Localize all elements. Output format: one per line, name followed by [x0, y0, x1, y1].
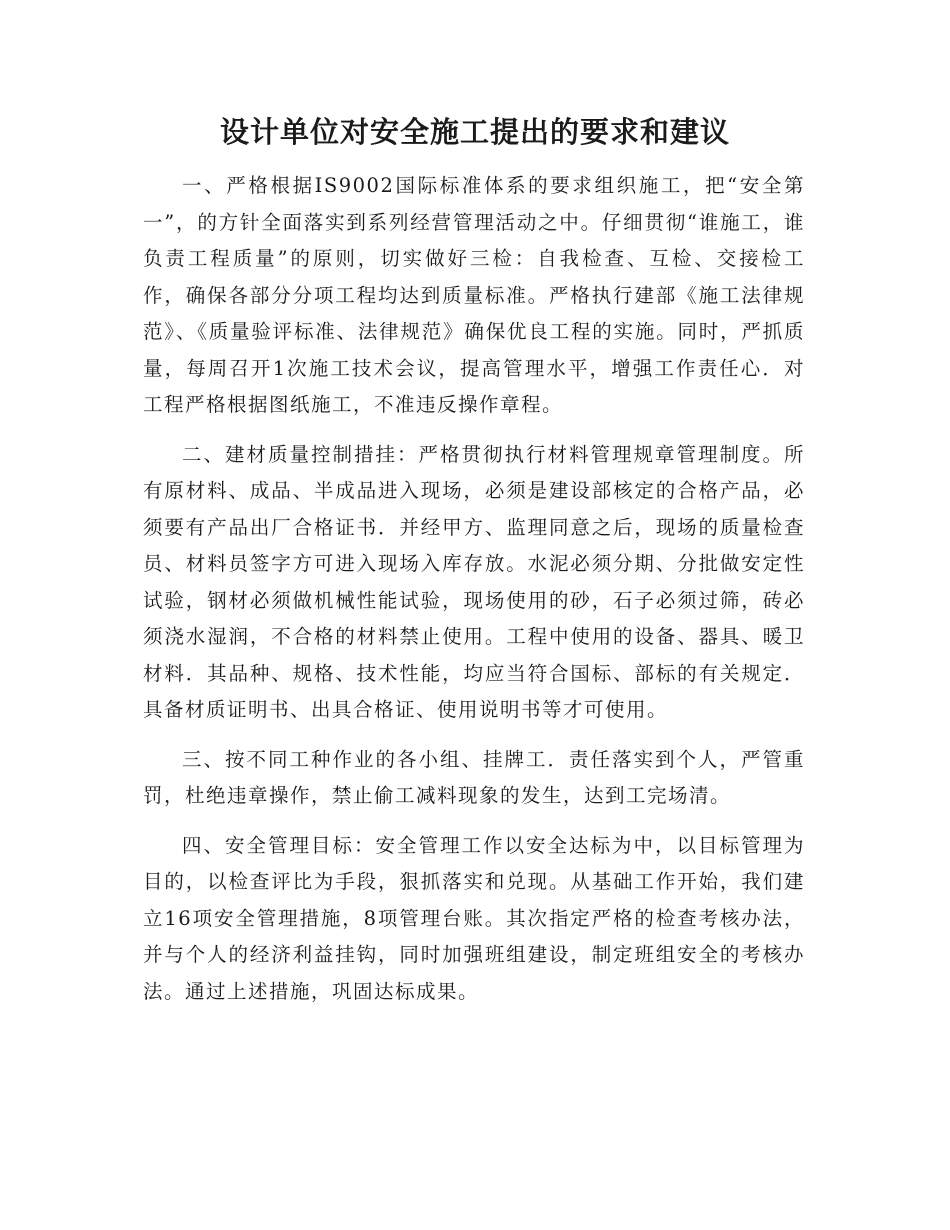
- paragraph-2: 二、建材质量控制措挂：严格贯彻执行材料管理规章管理制度。所有原材料、成品、半成品进入现场，必须是建设部核定的合格产品，必须要有产品出厂合格证书．并经甲方、监理同意之后，现场的质量检查员、材料员签字方可进入现场入库存放。水泥必须分期、分批做安定性试验，钢材必须做机械性能试验，现场使用的砂，石子必须过筛，砖必须浇水湿润，不合格的材料禁止使用。工程中使用的设备、器具、暖卫材料．其品种、规格、技术性能，均应当符合国标、部标的有关规定．具备材质证明书、出具合格证、使用说明书等才可使用。: [143, 442, 805, 721]
- paragraph-4: 四、安全管理目标：安全管理工作以安全达标为中，以目标管理为目的，以检查评比为手段，狠抓落实和兑现。从基础工作开始，我们建立16项安全管理措施，8项管理台账。其次指定严格的检查考核办法，并与个人的经济利益挂钩，同时加强班组建设，制定班组安全的考核办法。通过上述措施，巩固达标成果。: [143, 833, 805, 1003]
- paragraph-1: 一、严格根据IS9002国际标准体系的要求组织施工，把“安全第一”，的方针全面落实到系列经营管理活动之中。仔细贯彻“谁施工，谁负责工程质量”的原则，切实做好三检：自我检查、互检、交接检工作，确保各部分分项工程均达到质量标准。严格执行建部《施工法律规范》、《质量验评标准、法律规范》确保优良工程的实施。同时，严抓质量，每周召开1次施工技术会议，提高管理水平，增强工作责任心．对工程严格根据图纸施工，不准违反操作章程。: [143, 174, 805, 416]
- document-title: 设计单位对安全施工提出的要求和建议: [219, 115, 730, 149]
- paragraph-3: 三、按不同工种作业的各小组、挂牌工．责任落实到个人，严管重罚，杜绝违章操作，禁止偷工减料现象的发生，达到工完场清。: [143, 747, 805, 807]
- document-body: [143, 168, 805, 1010]
